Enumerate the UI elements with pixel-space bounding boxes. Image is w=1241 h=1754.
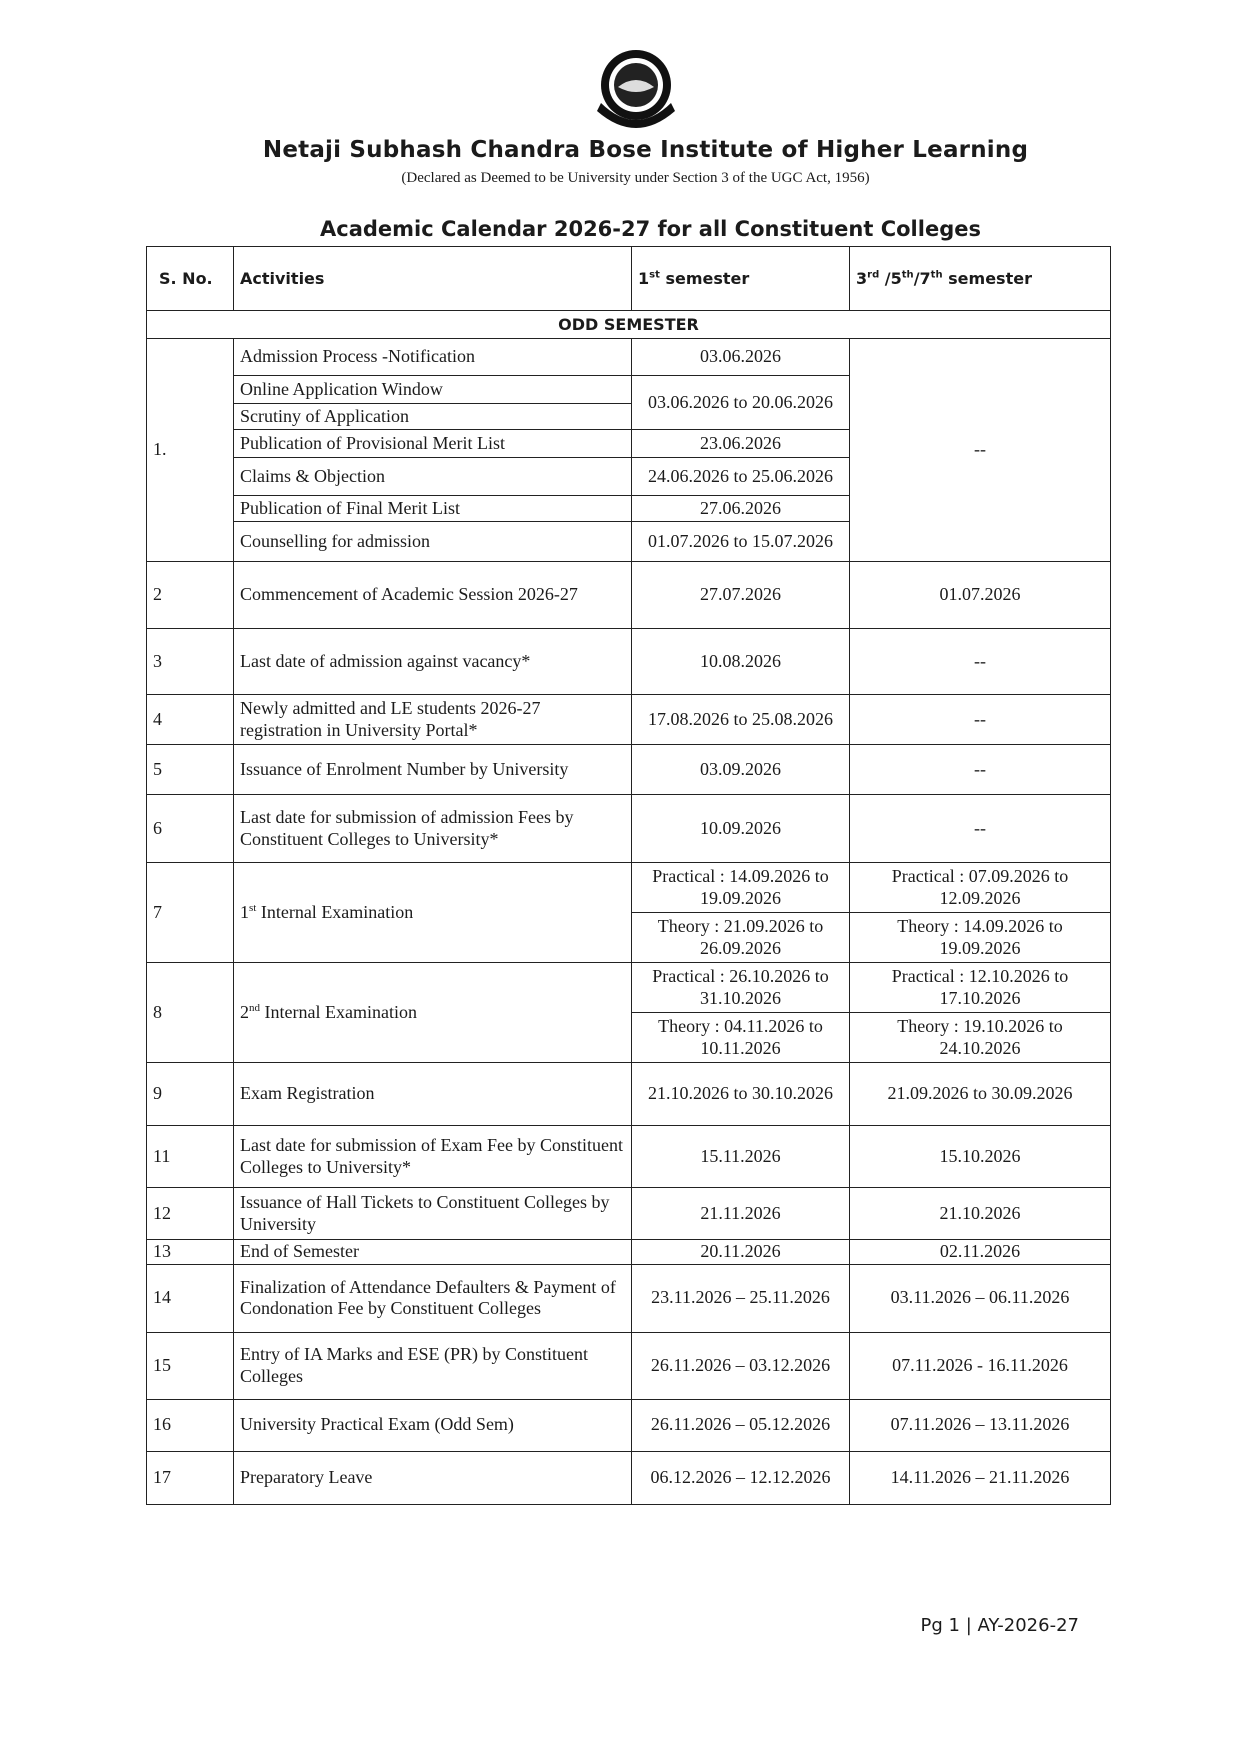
row-sno: 16 (147, 1399, 234, 1451)
activity-cell: 1st Internal Examination (234, 863, 632, 963)
table-row (147, 795, 1111, 863)
col-header-sno: S. No. (147, 247, 234, 311)
other-sem-date-cell: 07.11.2026 – 13.11.2026 (850, 1399, 1111, 1451)
page-footer: Pg 1 | AY-2026-27 (920, 1615, 1079, 1636)
activity-cell: Preparatory Leave (234, 1451, 632, 1504)
row-sno: 9 (147, 1063, 234, 1126)
sem1-date-cell: 20.11.2026 (632, 1240, 850, 1265)
row-sno: 11 (147, 1126, 234, 1188)
calendar-title: Academic Calendar 2026-27 for all Constituent Colleges (320, 217, 981, 241)
row-sno: 1. (147, 339, 234, 562)
row-sno: 17 (147, 1451, 234, 1504)
other-sem-date-cell: -- (850, 629, 1111, 695)
sem1-date-cell: 21.11.2026 (632, 1188, 850, 1240)
activity-cell: Exam Registration (234, 1063, 632, 1126)
section-odd-semester: ODD SEMESTER (147, 311, 1111, 339)
row-sno: 2 (147, 562, 234, 629)
activity-cell: Publication of Final Merit List (234, 496, 632, 522)
other-sem-date-cell: 15.10.2026 (850, 1126, 1111, 1188)
other-sem-date-cell: 21.10.2026 (850, 1188, 1111, 1240)
activity-cell: Online Application Window (234, 376, 632, 404)
other-sem-date-cell: -- (850, 795, 1111, 863)
row-sno: 8 (147, 963, 234, 1063)
row-sno: 4 (147, 695, 234, 745)
activity-cell: Finalization of Attendance Defaulters & Payment of Condonation Fee by Constituent Colleges (234, 1264, 632, 1332)
sem1-date-cell: 10.08.2026 (632, 629, 850, 695)
sem1-date-cell: 21.10.2026 to 30.10.2026 (632, 1063, 850, 1126)
other-sem-date-cell: 14.11.2026 – 21.11.2026 (850, 1451, 1111, 1504)
other-sem-date-cell: -- (850, 695, 1111, 745)
table-row (147, 1332, 1111, 1399)
row-sno: 12 (147, 1188, 234, 1240)
activity-cell: Claims & Objection (234, 458, 632, 496)
sem1-date-cell: 26.11.2026 – 05.12.2026 (632, 1399, 850, 1451)
institution-subtitle: (Declared as Deemed to be University under Section 3 of the UGC Act, 1956) (401, 170, 870, 186)
sem1-date-cell: 17.08.2026 to 25.08.2026 (632, 695, 850, 745)
table-row (147, 695, 1111, 745)
sem1-date-cell: 01.07.2026 to 15.07.2026 (632, 522, 850, 562)
academic-calendar-table (146, 246, 1111, 1505)
other-sem-theory-cell: Theory : 19.10.2026 to 24.10.2026 (850, 1013, 1111, 1063)
table-row (147, 1240, 1111, 1265)
sem1-date-cell: 03.06.2026 to 20.06.2026 (632, 376, 850, 430)
sem1-theory-cell: Theory : 21.09.2026 to 26.09.2026 (632, 913, 850, 963)
university-logo-emblem (591, 45, 681, 135)
sem1-date-cell: 27.06.2026 (632, 496, 850, 522)
row-sno: 15 (147, 1332, 234, 1399)
table-row (147, 963, 1111, 1013)
activity-cell: Last date of admission against vacancy* (234, 629, 632, 695)
col-header-sem1: 1st semester (632, 247, 850, 311)
activity-cell: Entry of IA Marks and ESE (PR) by Constituent Colleges (234, 1332, 632, 1399)
other-sem-date-cell: 07.11.2026 - 16.11.2026 (850, 1332, 1111, 1399)
col-header-sem-other: 3rd /5th/7th semester (850, 247, 1111, 311)
row-sno: 14 (147, 1264, 234, 1332)
activity-cell: Issuance of Enrolment Number by University (234, 745, 632, 795)
other-sem-practical-cell: Practical : 12.10.2026 to 17.10.2026 (850, 963, 1111, 1013)
activity-cell: Newly admitted and LE students 2026-27 registration in University Portal* (234, 695, 632, 745)
activity-cell: Issuance of Hall Tickets to Constituent Colleges by University (234, 1188, 632, 1240)
sem1-date-cell: 26.11.2026 – 03.12.2026 (632, 1332, 850, 1399)
other-sem-date-cell: 21.09.2026 to 30.09.2026 (850, 1063, 1111, 1126)
row-sno: 3 (147, 629, 234, 695)
table-row (147, 1264, 1111, 1332)
sem1-practical-cell: Practical : 14.09.2026 to 19.09.2026 (632, 863, 850, 913)
table-row (147, 1126, 1111, 1188)
row-sno: 7 (147, 863, 234, 963)
table-row (147, 745, 1111, 795)
activity-cell: End of Semester (234, 1240, 632, 1265)
col-header-activities: Activities (234, 247, 632, 311)
other-sem-date-cell: 01.07.2026 (850, 562, 1111, 629)
activity-cell: Commencement of Academic Session 2026-27 (234, 562, 632, 629)
other-sem-date-cell: -- (850, 745, 1111, 795)
table-row (147, 629, 1111, 695)
table-row (147, 1188, 1111, 1240)
sem1-date-cell: 27.07.2026 (632, 562, 850, 629)
calendar-body (147, 311, 1111, 1505)
activity-cell: Counselling for admission (234, 522, 632, 562)
sem1-date-cell: 23.11.2026 – 25.11.2026 (632, 1264, 850, 1332)
activity-cell: Last date for submission of Exam Fee by Constituent Colleges to University* (234, 1126, 632, 1188)
other-sem-theory-cell: Theory : 14.09.2026 to 19.09.2026 (850, 913, 1111, 963)
other-sem-date-cell: 02.11.2026 (850, 1240, 1111, 1265)
ordinal-suffix: nd (249, 1001, 260, 1014)
sem1-date-cell: 24.06.2026 to 25.06.2026 (632, 458, 850, 496)
table-row (147, 1399, 1111, 1451)
ordinal-suffix: st (249, 901, 257, 914)
table-row (147, 562, 1111, 629)
table-row (147, 1451, 1111, 1504)
sem1-date-cell: 03.09.2026 (632, 745, 850, 795)
other-sem-date-cell: 03.11.2026 – 06.11.2026 (850, 1264, 1111, 1332)
other-sem-date-cell: -- (850, 339, 1111, 562)
sem1-date-cell: 06.12.2026 – 12.12.2026 (632, 1451, 850, 1504)
activity-cell: Publication of Provisional Merit List (234, 430, 632, 458)
sem1-date-cell: 23.06.2026 (632, 430, 850, 458)
sem1-date-cell: 15.11.2026 (632, 1126, 850, 1188)
table-row (147, 1063, 1111, 1126)
row-sno: 5 (147, 745, 234, 795)
sem1-theory-cell: Theory : 04.11.2026 to 10.11.2026 (632, 1013, 850, 1063)
activity-cell: Last date for submission of admission Fees by Constituent Colleges to University* (234, 795, 632, 863)
sem1-date-cell: 03.06.2026 (632, 339, 850, 376)
activity-cell: Admission Process -Notification (234, 339, 632, 376)
activity-cell: University Practical Exam (Odd Sem) (234, 1399, 632, 1451)
other-sem-practical-cell: Practical : 07.09.2026 to 12.09.2026 (850, 863, 1111, 913)
activity-cell: 2nd Internal Examination (234, 963, 632, 1063)
activity-cell: Scrutiny of Application (234, 404, 632, 430)
sem1-practical-cell: Practical : 26.10.2026 to 31.10.2026 (632, 963, 850, 1013)
institution-name: Netaji Subhash Chandra Bose Institute of Higher Learning (262, 137, 1029, 163)
row-sno: 6 (147, 795, 234, 863)
table-row (147, 339, 1111, 376)
sem1-date-cell: 10.09.2026 (632, 795, 850, 863)
table-row (147, 863, 1111, 913)
row-sno: 13 (147, 1240, 234, 1265)
